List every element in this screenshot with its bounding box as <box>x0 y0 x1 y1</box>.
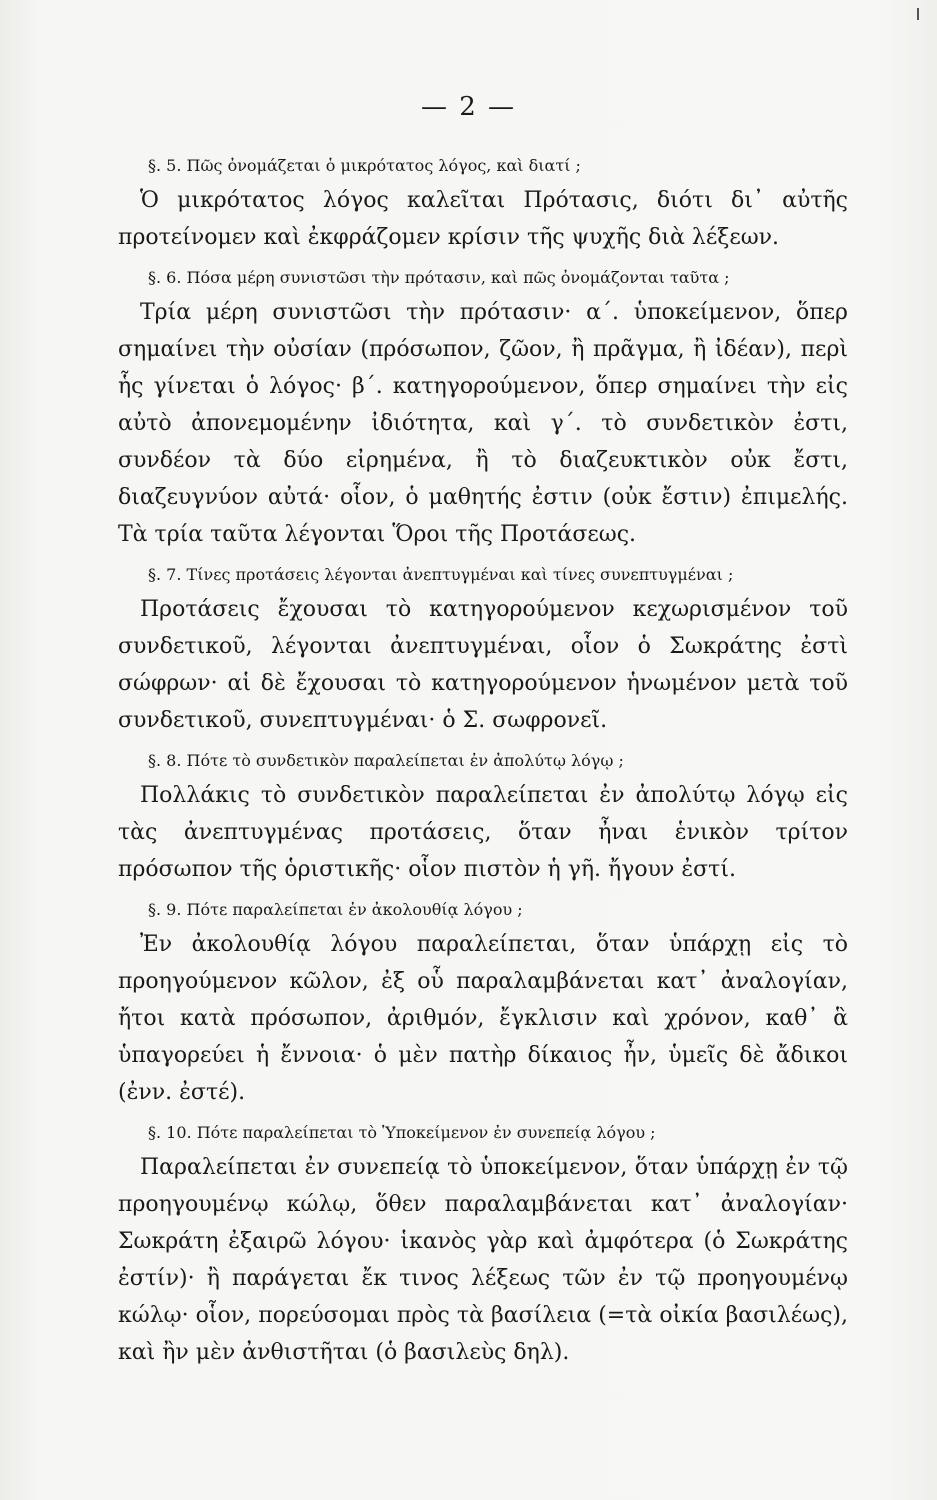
page-content <box>118 148 848 1381</box>
answer-6: Τρία μέρη συνιστῶσι τὴν πρότασιν· α΄. ὑποκείμενον, ὅπερ σημαίνει τὴν οὐσίαν (πρόσωπον, ζῶον, ἢ πρᾶγμα, ἢ ἰδέαν), περὶ ἧς γίνεται ὁ λόγος· β΄. κατηγορούμενον, ὅπερ σημαίνει τὴν εἰς αὐτὸ ἀπονεμομένην ἰδιότητα, καὶ γ΄. τὸ συνδετικὸν ἐστι, συνδέον τὰ δύο εἰρημένα, ἢ τὸ διαζευκτικὸν οὐκ ἔστι, διαζευγνύον αὐτά· οἷον, ὁ μαθητής ἐστιν (οὐκ ἔστιν) ἐπιμελής. Τὰ τρία ταῦτα λέγονται Ὅροι τῆς Προτάσεως. <box>118 300 848 547</box>
page-number: — 2 — <box>420 92 517 122</box>
question-7: §. 7. Τίνες προτάσεις λέγονται ἀνεπτυγμέναι καὶ τίνες συνεπτυγμέναι ; <box>148 565 734 584</box>
answer-10: Παραλείπεται ἐν συνεπείᾳ τὸ ὑποκείμενον, ὅταν ὑπάρχῃ ἐν τῷ προηγουμένῳ κώλῳ, ὅθεν παραλαμβάνεται κατ᾽ ἀναλογίαν· Σωκράτη ἐξαιρῶ λόγου· ἱκανὸς γὰρ καὶ ἀμφότερα (ὁ Σωκράτης ἐστίν)· ἢ παράγεται ἔκ τινος λέξεως τῶν ἐν τῷ προηγουμένῳ κώλῳ· οἷον, πορεύσομαι πρὸς τὰ βασίλεια (=τὰ οἰκία βασιλέως), καὶ ἢν μὲν ἀνθιστῆται (ὁ βασιλεὺς δηλ). <box>118 1155 848 1365</box>
question-8: §. 8. Πότε τὸ συνδετικὸν παραλείπεται ἐν ἀπολύτῳ λόγῳ ; <box>148 751 624 770</box>
answer-5: Ὁ μικρότατος λόγος καλεῖται Πρότασις, διότι δι᾽ αὐτῆς προτείνομεν καὶ ἐκφράζομεν κρίσιν τῆς ψυχῆς διὰ λέξεων. <box>118 188 848 250</box>
question-9: §. 9. Πότε παραλείπεται ἐν ἀκολουθίᾳ λόγου ; <box>148 900 523 919</box>
question-5: §. 5. Πῶς ὀνομάζεται ὁ μικρότατος λόγος, καὶ διατί ; <box>148 156 581 175</box>
question-6: §. 6. Πόσα μέρη συνιστῶσι τὴν πρότασιν, καὶ πῶς ὀνομάζονται ταῦτα ; <box>148 268 730 287</box>
answer-7: Προτάσεις ἔχουσαι τὸ κατηγορούμενον κεχωρισμένον τοῦ συνδετικοῦ, λέγονται ἀνεπτυγμέναι, οἷον ὁ Σωκράτης ἐστὶ σώφρων· αἱ δὲ ἔχουσαι τὸ κατηγορούμενον ἡνωμένον μετὰ τοῦ συνδετικοῦ, συνεπτυγμέναι· ὁ Σ. σωφρονεῖ. <box>118 597 848 733</box>
corner-mark <box>917 8 925 20</box>
answer-8: Πολλάκις τὸ συνδετικὸν παραλείπεται ἐν ἀπολύτῳ λόγῳ εἰς τὰς ἀνεπτυγμένας προτάσεις, ὅταν ἦναι ἑνικὸν τρίτον πρόσωπον τῆς ὁριστικῆς· οἷον πιστὸν ἡ γῆ. ἤγουν ἐστί. <box>118 783 848 882</box>
answer-9: Ἐν ἀκολουθίᾳ λόγου παραλείπεται, ὅταν ὑπάρχῃ εἰς τὸ προηγούμενον κῶλον, ἐξ οὗ παραλαμβάνεται κατ᾽ ἀναλογίαν, ἤτοι κατὰ πρόσωπον, ἀριθμόν, ἔγκλισιν καὶ χρόνον, καθ᾽ ἃ ὑπαγορεύει ἡ ἔννοια· ὁ μὲν πατὴρ δίκαιος ἦν, ὑμεῖς δὲ ἄδικοι (ἐνν. ἐστέ). <box>118 932 848 1105</box>
question-10: §. 10. Πότε παραλείπεται τὸ Ὑποκείμενον ἐν συνεπείᾳ λόγου ; <box>148 1123 656 1142</box>
